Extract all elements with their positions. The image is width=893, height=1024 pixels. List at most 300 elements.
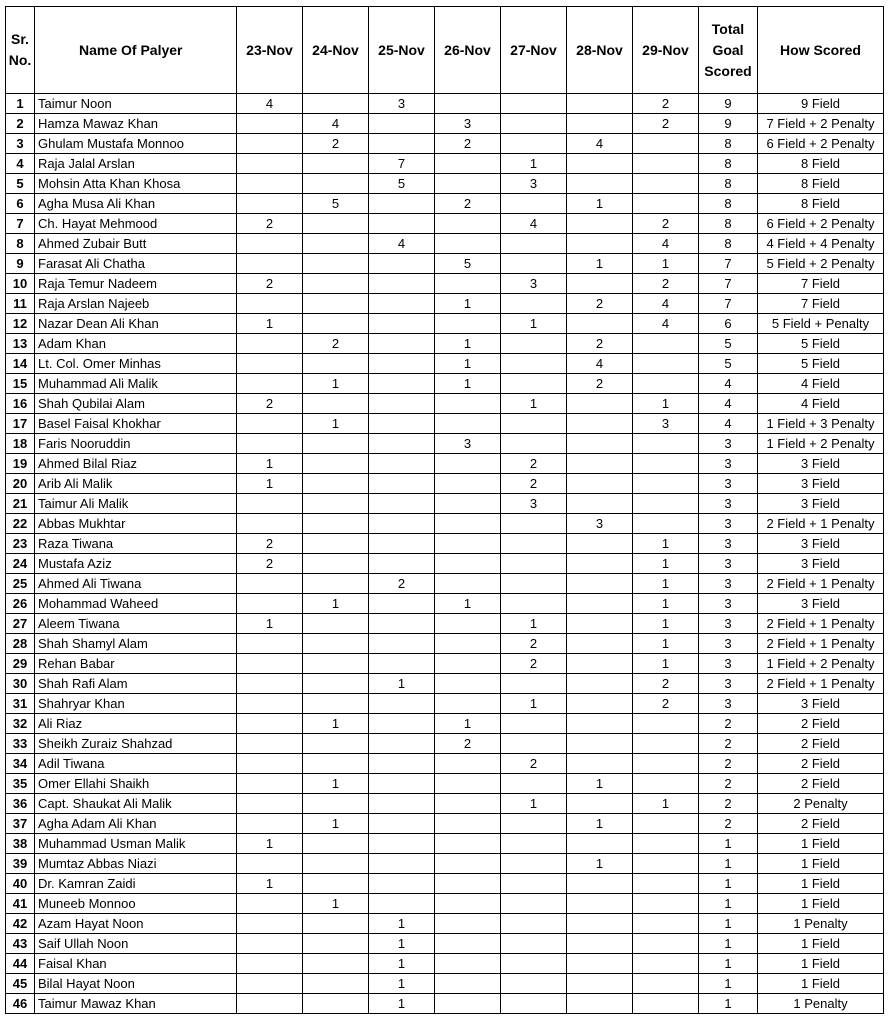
- goal-scorers-table: [5, 6, 884, 1014]
- player-name-cell: Taimur Mawaz Khan: [35, 994, 237, 1014]
- table-row: [6, 734, 884, 754]
- header-sr: Sr. No.: [6, 7, 35, 94]
- date-goals-cell: 3: [501, 274, 567, 294]
- total-goals-cell: 1: [699, 854, 758, 874]
- date-goals-cell: [567, 754, 633, 774]
- total-goals-cell: 7: [699, 274, 758, 294]
- date-goals-cell: [633, 954, 699, 974]
- date-goals-cell: [633, 994, 699, 1014]
- player-name-cell: Bilal Hayat Noon: [35, 974, 237, 994]
- date-goals-cell: [303, 394, 369, 414]
- date-goals-cell: [369, 694, 435, 714]
- date-goals-cell: 1: [369, 674, 435, 694]
- sr-cell: 31: [6, 694, 35, 714]
- table-row: [6, 774, 884, 794]
- sr-cell: 36: [6, 794, 35, 814]
- date-goals-cell: [633, 974, 699, 994]
- date-goals-cell: 3: [369, 94, 435, 114]
- table-row: [6, 414, 884, 434]
- date-goals-cell: [435, 574, 501, 594]
- date-goals-cell: [567, 974, 633, 994]
- date-goals-cell: [567, 654, 633, 674]
- table-row: [6, 134, 884, 154]
- date-goals-cell: [435, 174, 501, 194]
- date-goals-cell: [369, 874, 435, 894]
- date-goals-cell: 2: [435, 194, 501, 214]
- date-goals-cell: 2: [633, 94, 699, 114]
- table-row: [6, 354, 884, 374]
- date-goals-cell: 4: [633, 234, 699, 254]
- date-goals-cell: 1: [633, 594, 699, 614]
- date-goals-cell: [633, 334, 699, 354]
- sr-cell: 15: [6, 374, 35, 394]
- date-goals-cell: 2: [435, 734, 501, 754]
- date-goals-cell: [633, 934, 699, 954]
- player-name-cell: Muhammad Ali Malik: [35, 374, 237, 394]
- sr-cell: 34: [6, 754, 35, 774]
- date-goals-cell: 1: [501, 314, 567, 334]
- date-goals-cell: [369, 314, 435, 334]
- date-goals-cell: 4: [567, 134, 633, 154]
- date-goals-cell: [237, 734, 303, 754]
- date-goals-cell: 1: [369, 934, 435, 954]
- date-goals-cell: [567, 534, 633, 554]
- total-goals-cell: 8: [699, 234, 758, 254]
- date-goals-cell: [237, 794, 303, 814]
- date-goals-cell: [303, 354, 369, 374]
- date-goals-cell: [567, 414, 633, 434]
- date-goals-cell: 2: [567, 334, 633, 354]
- date-goals-cell: [501, 94, 567, 114]
- date-goals-cell: [633, 734, 699, 754]
- total-goals-cell: 1: [699, 834, 758, 854]
- table-row: [6, 694, 884, 714]
- date-goals-cell: 2: [501, 454, 567, 474]
- how-scored-cell: 1 Penalty: [758, 994, 884, 1014]
- total-goals-cell: 2: [699, 734, 758, 754]
- player-name-cell: Raja Jalal Arslan: [35, 154, 237, 174]
- date-goals-cell: [567, 614, 633, 634]
- player-name-cell: Ahmed Zubair Butt: [35, 234, 237, 254]
- table-row: [6, 534, 884, 554]
- date-goals-cell: [303, 314, 369, 334]
- date-goals-cell: [303, 434, 369, 454]
- player-name-cell: Agha Adam Ali Khan: [35, 814, 237, 834]
- date-goals-cell: 2: [237, 534, 303, 554]
- date-goals-cell: [501, 914, 567, 934]
- total-goals-cell: 1: [699, 974, 758, 994]
- sr-cell: 24: [6, 554, 35, 574]
- date-goals-cell: [501, 594, 567, 614]
- date-goals-cell: 4: [501, 214, 567, 234]
- date-goals-cell: [501, 894, 567, 914]
- total-goals-cell: 3: [699, 514, 758, 534]
- date-goals-cell: 2: [303, 134, 369, 154]
- player-name-cell: Agha Musa Ali Khan: [35, 194, 237, 214]
- sr-cell: 19: [6, 454, 35, 474]
- how-scored-cell: 3 Field: [758, 494, 884, 514]
- sr-cell: 14: [6, 354, 35, 374]
- player-name-cell: Saif Ullah Noon: [35, 934, 237, 954]
- date-goals-cell: [237, 294, 303, 314]
- date-goals-cell: [237, 694, 303, 714]
- player-name-cell: Mustafa Aziz: [35, 554, 237, 574]
- date-goals-cell: [567, 494, 633, 514]
- date-goals-cell: 1: [633, 394, 699, 414]
- player-name-cell: Raza Tiwana: [35, 534, 237, 554]
- date-goals-cell: 2: [567, 294, 633, 314]
- total-goals-cell: 2: [699, 774, 758, 794]
- date-goals-cell: 1: [501, 694, 567, 714]
- total-goals-cell: 3: [699, 494, 758, 514]
- header-date: 28-Nov: [567, 7, 633, 94]
- date-goals-cell: 1: [633, 794, 699, 814]
- sr-cell: 41: [6, 894, 35, 914]
- date-goals-cell: [303, 794, 369, 814]
- player-name-cell: Hamza Mawaz Khan: [35, 114, 237, 134]
- date-goals-cell: [303, 934, 369, 954]
- date-goals-cell: [237, 974, 303, 994]
- date-goals-cell: [633, 514, 699, 534]
- date-goals-cell: [237, 674, 303, 694]
- sr-cell: 23: [6, 534, 35, 554]
- date-goals-cell: [435, 494, 501, 514]
- total-goals-cell: 8: [699, 134, 758, 154]
- date-goals-cell: [567, 154, 633, 174]
- date-goals-cell: [369, 434, 435, 454]
- table-row: [6, 234, 884, 254]
- date-goals-cell: [369, 254, 435, 274]
- table-row: [6, 714, 884, 734]
- player-name-cell: Capt. Shaukat Ali Malik: [35, 794, 237, 814]
- sr-cell: 5: [6, 174, 35, 194]
- date-goals-cell: [633, 174, 699, 194]
- date-goals-cell: [369, 774, 435, 794]
- player-name-cell: Ali Riaz: [35, 714, 237, 734]
- how-scored-cell: 3 Field: [758, 554, 884, 574]
- date-goals-cell: [369, 334, 435, 354]
- date-goals-cell: 2: [237, 394, 303, 414]
- date-goals-cell: 3: [501, 494, 567, 514]
- sr-cell: 18: [6, 434, 35, 454]
- player-name-cell: Azam Hayat Noon: [35, 914, 237, 934]
- how-scored-cell: 2 Field + 1 Penalty: [758, 634, 884, 654]
- date-goals-cell: [303, 254, 369, 274]
- date-goals-cell: 2: [501, 654, 567, 674]
- date-goals-cell: [567, 474, 633, 494]
- date-goals-cell: [633, 874, 699, 894]
- sr-cell: 22: [6, 514, 35, 534]
- sr-cell: 8: [6, 234, 35, 254]
- how-scored-cell: 1 Field: [758, 894, 884, 914]
- date-goals-cell: 1: [237, 314, 303, 334]
- date-goals-cell: [633, 854, 699, 874]
- date-goals-cell: [567, 674, 633, 694]
- date-goals-cell: 2: [303, 334, 369, 354]
- date-goals-cell: 1: [567, 194, 633, 214]
- date-goals-cell: [501, 294, 567, 314]
- date-goals-cell: 4: [303, 114, 369, 134]
- date-goals-cell: 1: [567, 254, 633, 274]
- date-goals-cell: 1: [633, 614, 699, 634]
- sr-cell: 12: [6, 314, 35, 334]
- date-goals-cell: [237, 814, 303, 834]
- date-goals-cell: [435, 834, 501, 854]
- date-goals-cell: [501, 834, 567, 854]
- how-scored-cell: 3 Field: [758, 594, 884, 614]
- date-goals-cell: [237, 634, 303, 654]
- table-row: [6, 654, 884, 674]
- table-row: [6, 674, 884, 694]
- date-goals-cell: [567, 734, 633, 754]
- player-name-cell: Rehan Babar: [35, 654, 237, 674]
- date-goals-cell: 1: [501, 394, 567, 414]
- date-goals-cell: [501, 194, 567, 214]
- player-name-cell: Abbas Mukhtar: [35, 514, 237, 534]
- how-scored-cell: 9 Field: [758, 94, 884, 114]
- sr-cell: 43: [6, 934, 35, 954]
- date-goals-cell: [501, 554, 567, 574]
- sr-cell: 16: [6, 394, 35, 414]
- date-goals-cell: [633, 134, 699, 154]
- header-how-scored: How Scored: [758, 7, 884, 94]
- sr-cell: 37: [6, 814, 35, 834]
- total-goals-cell: 3: [699, 474, 758, 494]
- how-scored-cell: 2 Field + 1 Penalty: [758, 674, 884, 694]
- date-goals-cell: [237, 954, 303, 974]
- date-goals-cell: [567, 594, 633, 614]
- date-goals-cell: [369, 654, 435, 674]
- date-goals-cell: [501, 774, 567, 794]
- date-goals-cell: [237, 194, 303, 214]
- header-date: 24-Nov: [303, 7, 369, 94]
- date-goals-cell: 1: [303, 414, 369, 434]
- date-goals-cell: [369, 614, 435, 634]
- date-goals-cell: 4: [567, 354, 633, 374]
- date-goals-cell: [435, 414, 501, 434]
- player-name-cell: Sheikh Zuraiz Shahzad: [35, 734, 237, 754]
- date-goals-cell: [237, 754, 303, 774]
- sr-cell: 27: [6, 614, 35, 634]
- how-scored-cell: 5 Field + 2 Penalty: [758, 254, 884, 274]
- date-goals-cell: 1: [369, 914, 435, 934]
- date-goals-cell: 1: [303, 714, 369, 734]
- player-name-cell: Muhammad Usman Malik: [35, 834, 237, 854]
- date-goals-cell: [435, 614, 501, 634]
- date-goals-cell: [369, 494, 435, 514]
- date-goals-cell: [567, 834, 633, 854]
- sr-cell: 33: [6, 734, 35, 754]
- date-goals-cell: [567, 554, 633, 574]
- date-goals-cell: 2: [633, 674, 699, 694]
- date-goals-cell: [303, 874, 369, 894]
- table-row: [6, 754, 884, 774]
- total-goals-cell: 8: [699, 174, 758, 194]
- date-goals-cell: [303, 614, 369, 634]
- table-row: [6, 214, 884, 234]
- date-goals-cell: [303, 494, 369, 514]
- total-goals-cell: 1: [699, 894, 758, 914]
- player-name-cell: Mumtaz Abbas Niazi: [35, 854, 237, 874]
- date-goals-cell: [567, 954, 633, 974]
- date-goals-cell: [501, 254, 567, 274]
- date-goals-cell: [633, 434, 699, 454]
- date-goals-cell: [501, 934, 567, 954]
- player-name-cell: Raja Arslan Najeeb: [35, 294, 237, 314]
- how-scored-cell: 7 Field + 2 Penalty: [758, 114, 884, 134]
- table-row: [6, 934, 884, 954]
- how-scored-cell: 4 Field: [758, 374, 884, 394]
- table-row: [6, 974, 884, 994]
- date-goals-cell: [567, 214, 633, 234]
- table-row: [6, 154, 884, 174]
- date-goals-cell: [237, 374, 303, 394]
- how-scored-cell: 2 Field + 1 Penalty: [758, 514, 884, 534]
- date-goals-cell: 1: [501, 154, 567, 174]
- date-goals-cell: 1: [633, 534, 699, 554]
- date-goals-cell: 1: [303, 894, 369, 914]
- total-goals-cell: 1: [699, 954, 758, 974]
- sr-cell: 2: [6, 114, 35, 134]
- date-goals-cell: [237, 134, 303, 154]
- table-row: [6, 474, 884, 494]
- how-scored-cell: 1 Field: [758, 834, 884, 854]
- date-goals-cell: [567, 574, 633, 594]
- date-goals-cell: [237, 914, 303, 934]
- date-goals-cell: [369, 374, 435, 394]
- sr-cell: 4: [6, 154, 35, 174]
- date-goals-cell: 2: [435, 134, 501, 154]
- table-row: [6, 994, 884, 1014]
- header-date: 23-Nov: [237, 7, 303, 94]
- table-row: [6, 554, 884, 574]
- how-scored-cell: 5 Field: [758, 334, 884, 354]
- sr-cell: 7: [6, 214, 35, 234]
- date-goals-cell: 3: [435, 114, 501, 134]
- date-goals-cell: [237, 154, 303, 174]
- how-scored-cell: 3 Field: [758, 534, 884, 554]
- date-goals-cell: 2: [237, 274, 303, 294]
- table-row: [6, 954, 884, 974]
- date-goals-cell: [567, 454, 633, 474]
- date-goals-cell: [567, 714, 633, 734]
- total-goals-cell: 2: [699, 714, 758, 734]
- player-name-cell: Shahryar Khan: [35, 694, 237, 714]
- date-goals-cell: [369, 754, 435, 774]
- sr-cell: 26: [6, 594, 35, 614]
- table-row: [6, 254, 884, 274]
- how-scored-cell: 2 Field: [758, 754, 884, 774]
- player-name-cell: Basel Faisal Khokhar: [35, 414, 237, 434]
- date-goals-cell: 2: [633, 274, 699, 294]
- table-row: [6, 374, 884, 394]
- how-scored-cell: 3 Field: [758, 454, 884, 474]
- how-scored-cell: 1 Field: [758, 854, 884, 874]
- how-scored-cell: 2 Field + 1 Penalty: [758, 574, 884, 594]
- player-name-cell: Raja Temur Nadeem: [35, 274, 237, 294]
- how-scored-cell: 8 Field: [758, 154, 884, 174]
- how-scored-cell: 4 Field + 4 Penalty: [758, 234, 884, 254]
- player-name-cell: Adam Khan: [35, 334, 237, 354]
- total-goals-cell: 3: [699, 554, 758, 574]
- total-goals-cell: 2: [699, 754, 758, 774]
- date-goals-cell: [303, 534, 369, 554]
- total-goals-cell: 3: [699, 694, 758, 714]
- date-goals-cell: 1: [369, 954, 435, 974]
- date-goals-cell: 3: [633, 414, 699, 434]
- date-goals-cell: [435, 914, 501, 934]
- date-goals-cell: 4: [633, 314, 699, 334]
- table-row: [6, 574, 884, 594]
- date-goals-cell: 2: [567, 374, 633, 394]
- date-goals-cell: [501, 854, 567, 874]
- total-goals-cell: 3: [699, 454, 758, 474]
- date-goals-cell: [633, 154, 699, 174]
- date-goals-cell: [369, 214, 435, 234]
- table-body: [6, 94, 884, 1014]
- date-goals-cell: 4: [237, 94, 303, 114]
- date-goals-cell: [501, 114, 567, 134]
- how-scored-cell: 7 Field: [758, 274, 884, 294]
- date-goals-cell: [435, 994, 501, 1014]
- total-goals-cell: 3: [699, 594, 758, 614]
- date-goals-cell: 4: [369, 234, 435, 254]
- date-goals-cell: [633, 754, 699, 774]
- date-goals-cell: [237, 854, 303, 874]
- player-name-cell: Shah Rafi Alam: [35, 674, 237, 694]
- date-goals-cell: [237, 114, 303, 134]
- how-scored-cell: 3 Field: [758, 694, 884, 714]
- date-goals-cell: [567, 634, 633, 654]
- date-goals-cell: [303, 474, 369, 494]
- date-goals-cell: [567, 894, 633, 914]
- sr-cell: 35: [6, 774, 35, 794]
- date-goals-cell: [501, 734, 567, 754]
- date-goals-cell: 1: [237, 874, 303, 894]
- date-goals-cell: [567, 314, 633, 334]
- date-goals-cell: [369, 134, 435, 154]
- date-goals-cell: [633, 834, 699, 854]
- total-goals-cell: 5: [699, 334, 758, 354]
- player-name-cell: Mohammad Waheed: [35, 594, 237, 614]
- date-goals-cell: [237, 174, 303, 194]
- total-goals-cell: 4: [699, 374, 758, 394]
- header-total: Total Goal Scored: [699, 7, 758, 94]
- date-goals-cell: [237, 334, 303, 354]
- date-goals-cell: [369, 394, 435, 414]
- date-goals-cell: [237, 514, 303, 534]
- table-row: [6, 194, 884, 214]
- date-goals-cell: [435, 634, 501, 654]
- date-goals-cell: 1: [303, 374, 369, 394]
- date-goals-cell: [567, 94, 633, 114]
- date-goals-cell: [369, 414, 435, 434]
- date-goals-cell: [435, 554, 501, 574]
- date-goals-cell: 2: [369, 574, 435, 594]
- date-goals-cell: 1: [633, 254, 699, 274]
- date-goals-cell: [567, 794, 633, 814]
- header-row: [6, 7, 884, 94]
- date-goals-cell: [435, 894, 501, 914]
- date-goals-cell: 5: [303, 194, 369, 214]
- date-goals-cell: 1: [435, 714, 501, 734]
- date-goals-cell: 1: [435, 374, 501, 394]
- date-goals-cell: [303, 94, 369, 114]
- date-goals-cell: [501, 334, 567, 354]
- date-goals-cell: 5: [435, 254, 501, 274]
- player-name-cell: Nazar Dean Ali Khan: [35, 314, 237, 334]
- how-scored-cell: 2 Field: [758, 734, 884, 754]
